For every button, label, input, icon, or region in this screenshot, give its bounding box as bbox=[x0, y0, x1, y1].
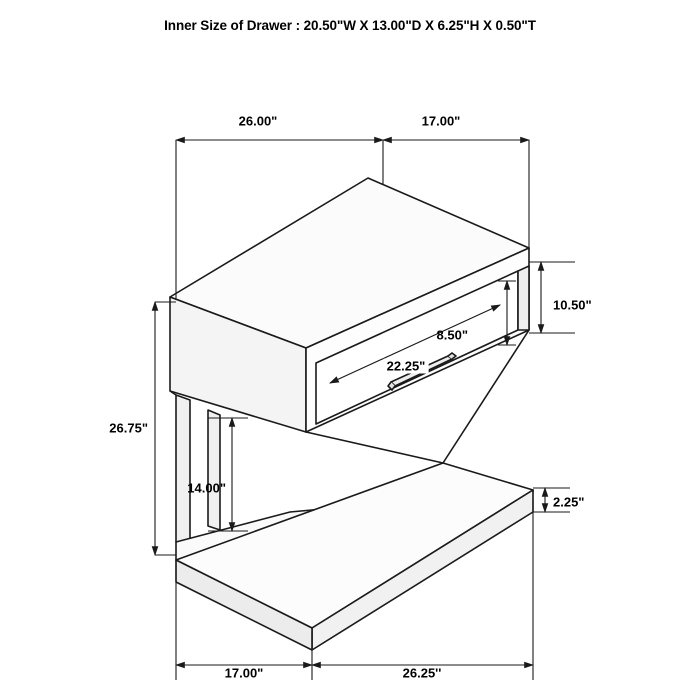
left-front-post bbox=[208, 410, 220, 530]
case-bottom-edge bbox=[306, 432, 443, 463]
nightstand-body bbox=[170, 178, 533, 650]
dim-label-bottom-left: 17.00" bbox=[224, 665, 264, 681]
dim-label-drawer-height: 8.50" bbox=[436, 327, 468, 343]
dim-label-top-right: 17.00" bbox=[418, 114, 465, 129]
right-edge-strip bbox=[518, 266, 529, 330]
dim-label-top-left: 26.00" bbox=[235, 114, 282, 129]
dim-label-base-thickness: 2.25" bbox=[553, 494, 585, 510]
dim-label-side-height: 10.50" bbox=[553, 297, 592, 313]
left-rear-leg bbox=[176, 395, 190, 545]
dim-label-total-height: 26.75" bbox=[109, 420, 148, 436]
page-title: Inner Size of Drawer : 20.50"W X 13.00"D X 6.25"H X 0.50"T bbox=[164, 18, 536, 33]
dim-label-shelf-height: 14.00" bbox=[187, 480, 226, 496]
dim-label-drawer-width: 22.25" bbox=[384, 359, 429, 374]
dim-label-bottom-right: 26.25'' bbox=[402, 665, 442, 681]
